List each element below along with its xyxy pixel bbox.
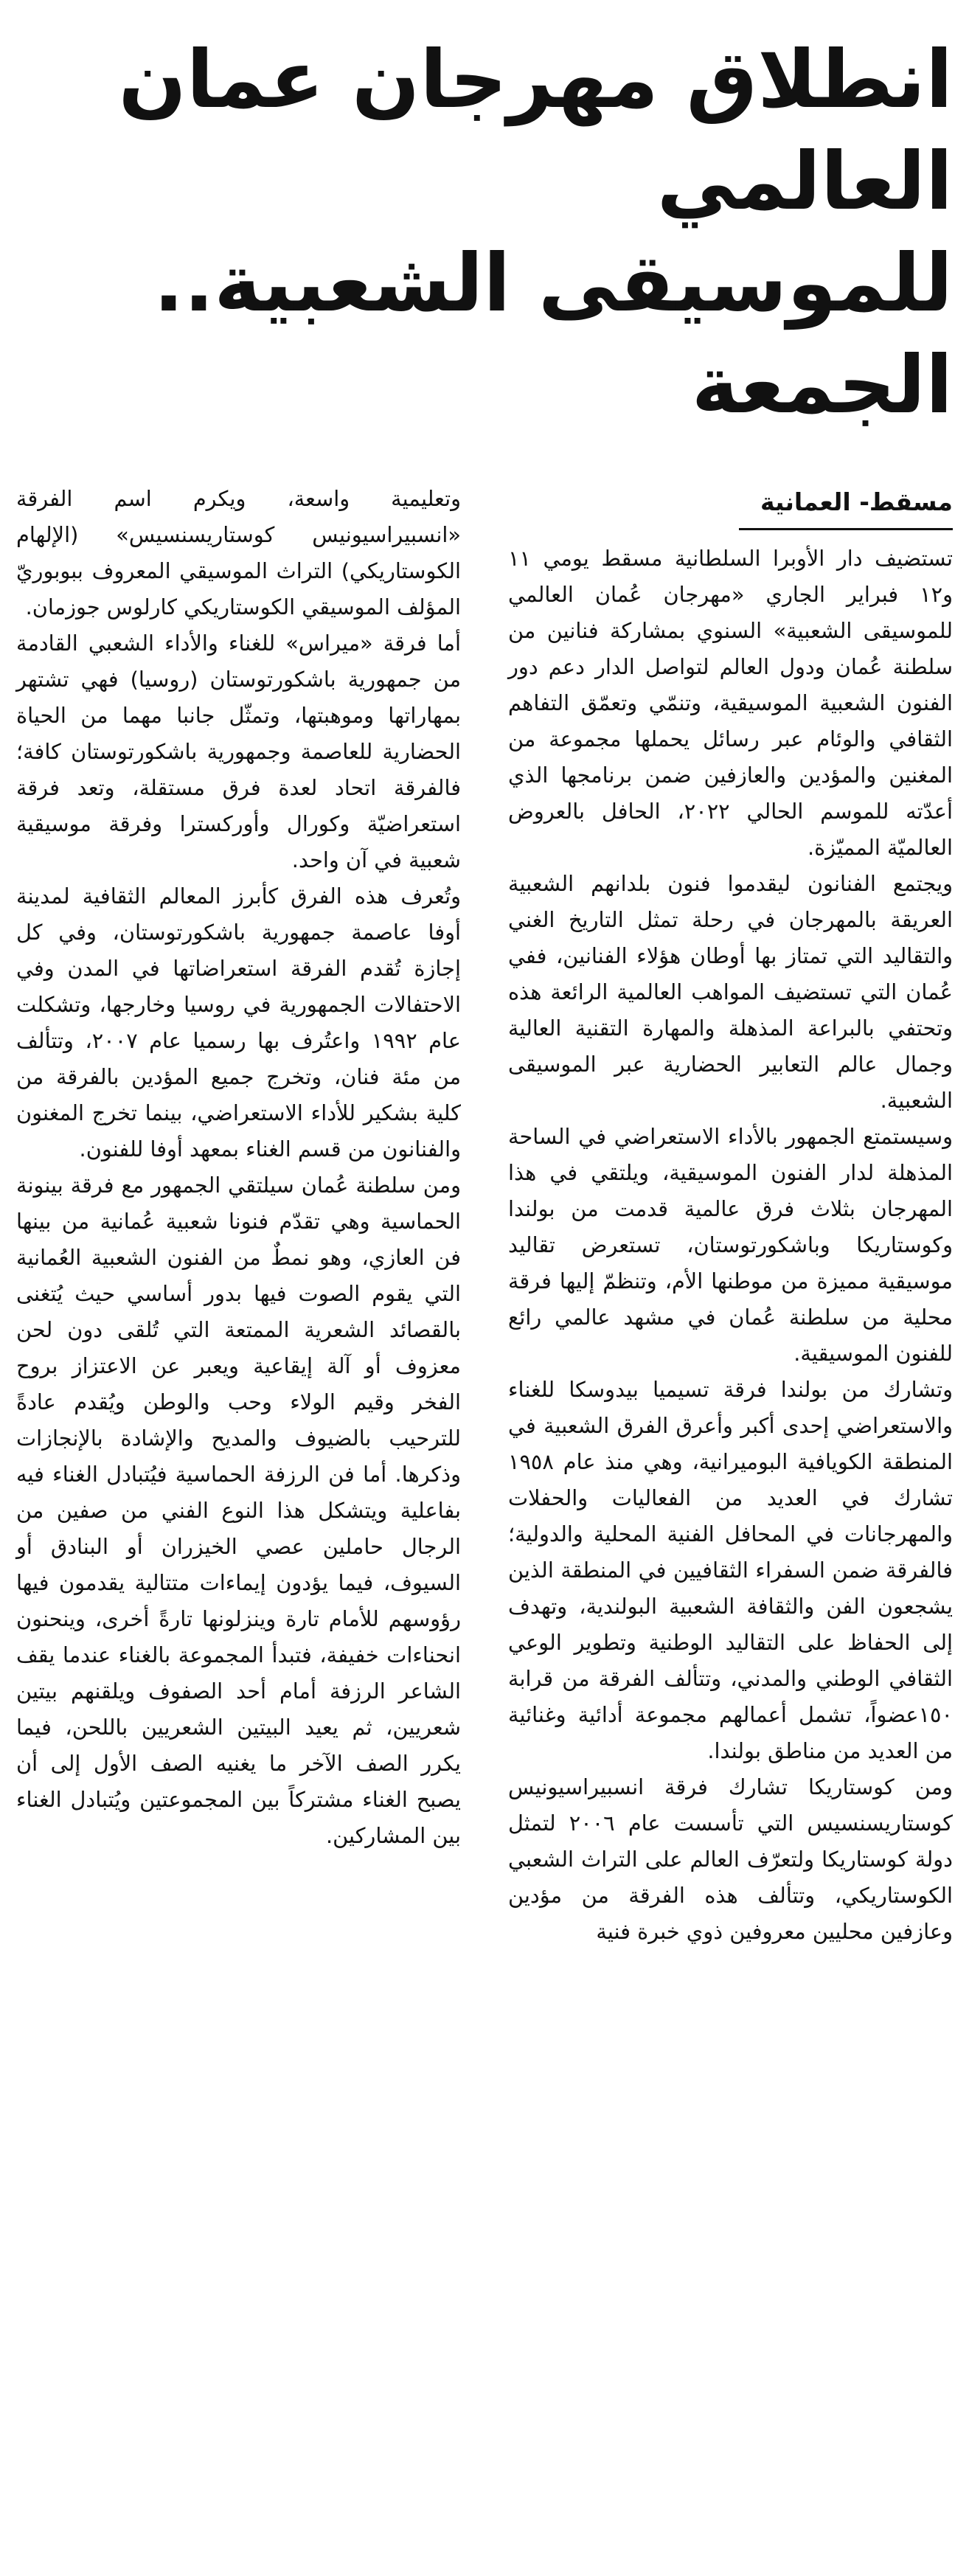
byline-row — [508, 481, 953, 530]
left-column — [16, 481, 461, 1950]
headline — [16, 29, 953, 437]
paragraph: وتُعرف هذه الفرق كأبرز المعالم الثقافية لمدينة أوفا عاصمة جمهورية باشكورتوستان، وفي كل إجازة تُقدم الفرقة استعراضاتها في المدن وفي الاحتفالات الجمهورية في روسيا وخارجها، وتشكلت عام ١٩٩٢ واعتُرف بها رسميا عام ٢٠٠٧، وتتألف من مئة فنان، وتخرج جميع المؤدين بالفرقة من كلية بشكير للأداء الاستعراضي، بينما تخرج المغنون والفنانون من قسم الغناء بمعهد أوفا للفنون. — [16, 883, 461, 1162]
right-column — [508, 481, 953, 1950]
headline-line-2: للموسيقى الشعبية.. الجمعة — [153, 237, 953, 431]
paragraph: ومن سلطنة عُمان سيلتقي الجمهور مع فرقة بينونة الحماسية وهي تقدّم فنونا شعبية عُمانية من بينها فن العازي، وهو نمطٌ من الفنون الشعبية العُمانية التي يقوم الصوت فيها بدور أساسي حيث يُتغنى بالقصائد الشعرية الممتعة التي تُلقى دون لحن معزوف أو آلة إيقاعية ويعبر عن الاعتزاز بروح الفخر وقيم الولاء وحب والوطن ويُقدم عادةً للترحيب بالضيوف والمديح والإشادة بالإنجازات وذكرها. أما فن الرزفة الحماسية فيُتبادل الغناء فيه بفاعلية ويتشكل هذا النوع الفني من صفين من الرجال حاملين عصي الخيزران أو البنادق أو السيوف، فيما يؤدون إيماءات متتالية يقدمون فيها رؤوسهم للأمام تارة وينزلونها تارةً أخرى، وينحنون انحناءات خفيفة، فتبدأ المجموعة بالغناء عندما يقف الشاعر الرزفة أمام أحد الصفوف ويلقنهم بيتين شعريين، ثم يعيد البيتين الشعريين باللحن، فيما يكرر الصف الآخر ما يغنيه الصف الأول إلى أن يصبح الغناء مشتركاً بين المجموعتين ويُتبادل الغناء بين المشاركين. — [16, 1173, 461, 1848]
paragraph: وتشارك من بولندا فرقة تسيميا بيدوسكا للغناء والاستعراضي إحدى أكبر وأعرق الفرق الشعبية في المنطقة الكويافية البوميرانية، وهي منذ عام ١٩٥٨ تشارك في العديد من الفعاليات والحفلات والمهرجانات في المحافل الفنية المحلية والدولية؛ فالفرقة ضمن السفراء الثقافيين في المنطقة الذين يشجعون الفن والثقافة الشعبية البولندية، وتهدف إلى الحفاظ على التقاليد الوطنية وتطوير الوعي الثقافي الوطني والمدني، وتتألف الفرقة من قرابة ١٥٠عضواً، تشمل أعمالهم مجموعة أدائية وغنائية من العديد من مناطق بولندا. — [508, 1377, 953, 1763]
article-columns — [16, 481, 953, 1950]
paragraph: تستضيف دار الأوبرا السلطانية مسقط يومي ١١ و١٢ فبراير الجاري «مهرجان عُمان العالمي للموسيقى الشعبية» السنوي بمشاركة فنانين من سلطنة عُمان ودول العالم لتواصل الدار دعم دور الفنون الشعبية الموسيقية، وتنمّي وتعمّق التفاهم الثقافي والوئام عبر رسائل يحملها مجموعة من المغنين والمؤدين والعازفين ضمن برنامجها الذي أعدّته للموسم الحالي ٢٠٢٢، الحافل بالعروض العالميّة المميّزة. — [508, 546, 953, 860]
paragraph: وسيستمتع الجمهور بالأداء الاستعراضي في الساحة المذهلة لدار الفنون الموسيقية، ويلتقي في هذا المهرجان بثلاث فرق عالمية قدمت من بولندا وكوستاريكا وباشكورتوستان، تستعرض تقاليد موسيقية مميزة من موطنها الأم، وتنظمّ إليها فرقة محلية من سلطنة عُمان في مشهد عالمي رائع للفنون الموسيقية. — [508, 1124, 953, 1366]
paragraph: ويجتمع الفنانون ليقدموا فنون بلدانهم الشعبية العريقة بالمهرجان في رحلة تمثل التاريخ الغني والتقاليد التي تمتاز بها أوطان هؤلاء الفنانين، ففي عُمان التي تستضيف المواهب العالمية الرائعة هذه وتحتفي بالبراعة المذهلة والمهارة التقنية العالية وجمال عالم التعابير الحضارية عبر الموسيقى الشعبية. — [508, 871, 953, 1113]
paragraph: وتعليمية واسعة، ويكرم اسم الفرقة «انسبيراسيونيس كوستاريسنسيس» (الإلهام الكوستاريكي) التراث الموسيقي المعروف ببوبوريّ المؤلف الموسيقي الكوستاريكي كارلوس جوزمان. — [16, 486, 461, 619]
paragraph: ومن كوستاريكا تشارك فرقة انسبيراسيونيس كوستاريسنسيس التي تأسست عام ٢٠٠٦ لتمثل دولة كوستاريكا ولتعرّف العالم على التراث الشعبي الكوستاريكي، وتتألف هذه الفرقة من مؤدين وعازفين محليين معروفين ذوي خبرة فنية — [508, 1774, 954, 1944]
headline-line-1: انطلاق مهرجان عمان العالمي — [118, 34, 953, 228]
byline: مسقط- العمانية — [739, 481, 953, 530]
paragraph: أما فرقة «ميراس» للغناء والأداء الشعبي القادمة من جمهورية باشكورتوستان (روسيا) فهي تشتهر بمهاراتها وموهبتها، وتمثّل جانبا مهما من الحياة الحضارية للعاصمة وجمهورية باشكورتوستان كافة؛ فالفرقة اتحاد لعدة فرق مستقلة، وتعد فرقة استعراضيّة وكورال وأوركسترا وفرقة موسيقية شعبية في آن واحد. — [16, 631, 461, 872]
